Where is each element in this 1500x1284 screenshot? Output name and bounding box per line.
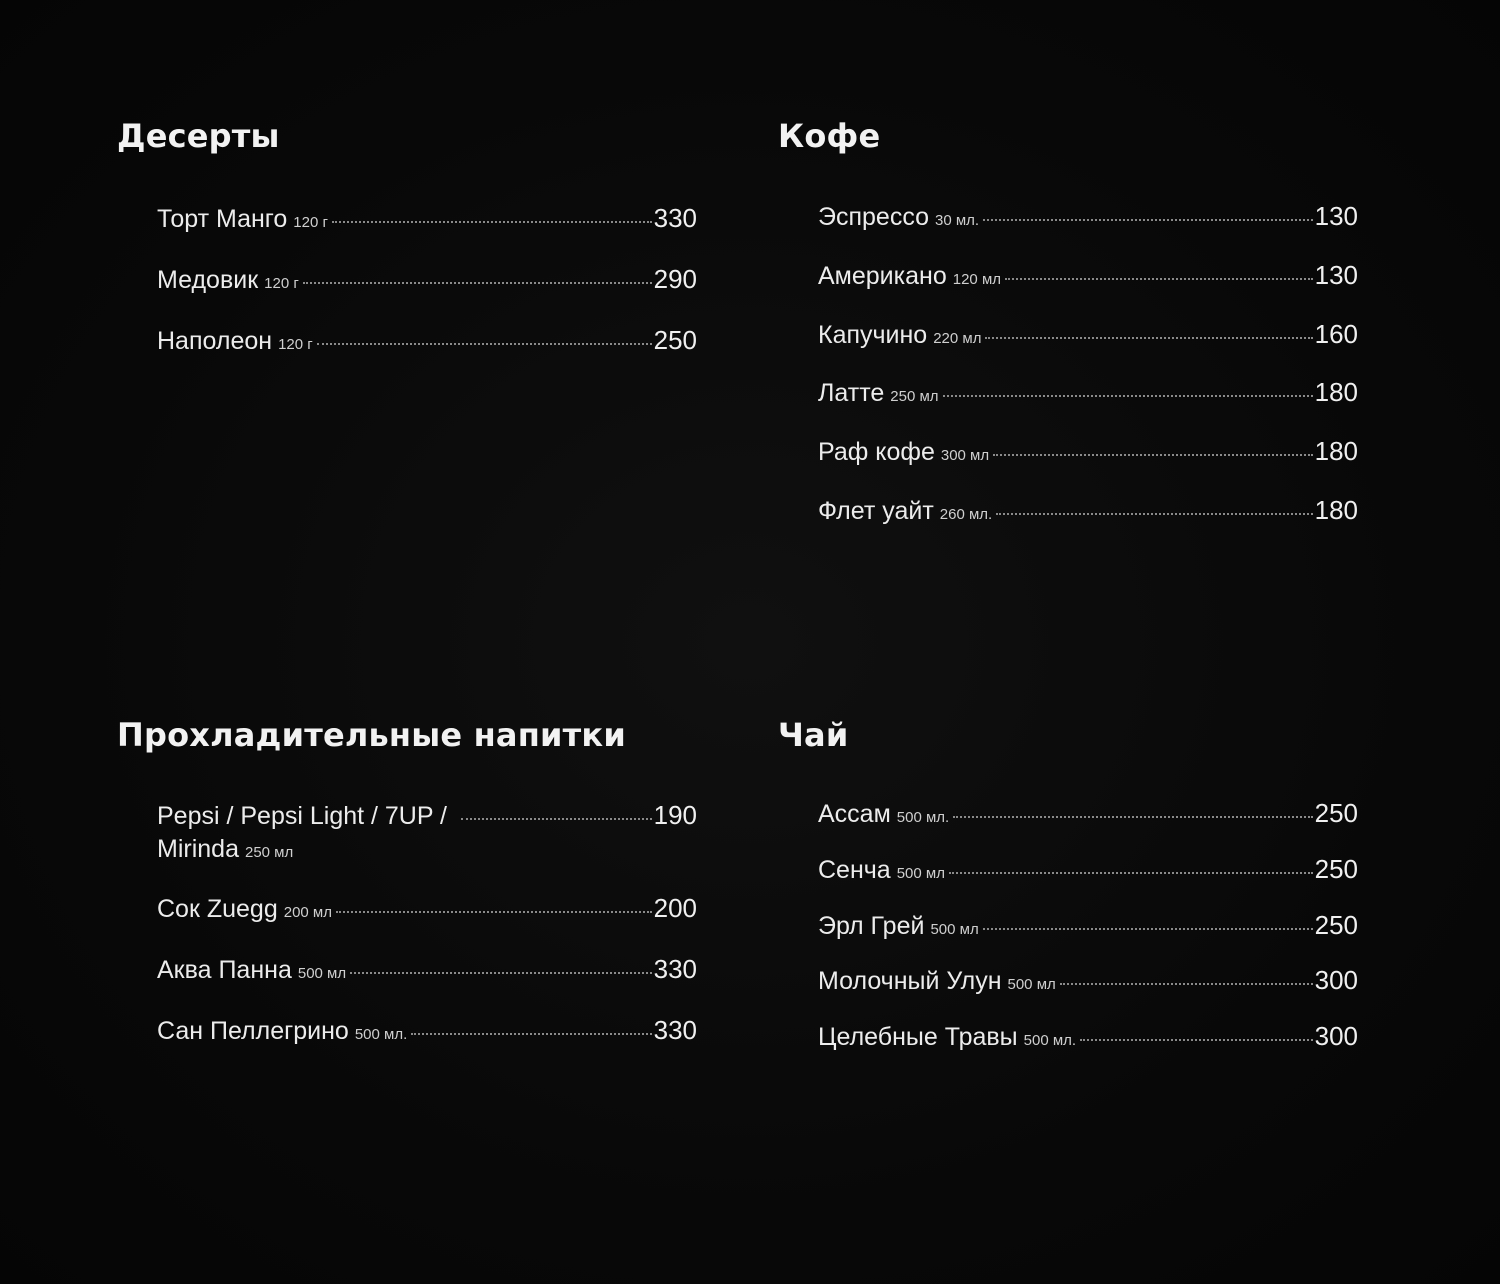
dot-leader [336, 911, 652, 913]
item-name: Торт Манго [157, 205, 288, 233]
dot-leader [1080, 1039, 1313, 1041]
item-name: Сан Пеллегрино [157, 1016, 349, 1045]
item-name: Капучино [818, 320, 928, 349]
tea-section [778, 716, 1358, 1076]
tea-title: Чай [778, 716, 849, 754]
dot-leader [996, 513, 1312, 515]
item-name: Сенча [818, 855, 891, 884]
item-price: 290 [653, 263, 697, 294]
item-name: Эспрессо [818, 203, 929, 231]
item-volume: 120 г [293, 214, 328, 231]
item-name: Целебные Травы [818, 1023, 1018, 1052]
desserts-title: Десерты [117, 117, 280, 155]
menu-item [157, 202, 697, 236]
item-name: Медовик [157, 265, 259, 294]
menu-item [818, 1020, 1358, 1054]
coffee-title: Кофе [778, 117, 881, 155]
item-name: Аква Панна [157, 955, 292, 984]
item-price: 180 [1314, 494, 1358, 525]
dot-leader [1060, 983, 1313, 985]
item-price: 250 [1314, 853, 1358, 884]
item-volume: 120 г [278, 335, 313, 353]
dot-leader [411, 1033, 651, 1035]
item-price: 250 [653, 324, 697, 355]
item-price: 160 [1314, 318, 1358, 349]
item-name: Ассам [818, 800, 891, 828]
menu-item [157, 799, 697, 865]
item-volume: 300 мл [940, 447, 990, 465]
item-price: 300 [1314, 1021, 1358, 1052]
item-volume: 500 мл. [354, 1025, 408, 1043]
dot-leader [993, 454, 1312, 456]
item-price: 200 [653, 893, 697, 923]
soft-drinks-section [117, 716, 697, 1074]
item-volume: 500 мл [1007, 976, 1056, 994]
dot-leader [332, 221, 652, 223]
item-volume: 250 мл [244, 843, 294, 861]
item-price: 130 [1314, 259, 1358, 290]
item-price: 330 [653, 203, 697, 233]
menu-item [818, 909, 1358, 943]
dot-leader [1005, 278, 1313, 280]
item-price: 180 [1314, 436, 1358, 467]
dot-leader [350, 972, 651, 974]
menu-item [157, 263, 697, 297]
dot-leader [303, 282, 652, 284]
dot-leader [943, 395, 1313, 397]
item-volume: 250 мл [890, 388, 939, 406]
menu-item [818, 797, 1358, 831]
coffee-list [778, 200, 1358, 528]
item-price: 130 [1314, 201, 1358, 231]
item-volume: 500 мл. [1023, 1032, 1077, 1050]
dot-leader [461, 818, 652, 820]
item-price: 330 [653, 953, 697, 984]
dot-leader [317, 343, 652, 345]
item-name: Раф кофе [818, 438, 935, 467]
item-volume: 120 мл [952, 270, 1002, 288]
menu-item [157, 892, 697, 926]
soft-drinks-list [117, 799, 697, 1047]
item-name: Pepsi / Pepsi Light / 7UP / Mirinda [157, 802, 447, 863]
dot-leader [953, 816, 1312, 818]
menu-item [818, 318, 1358, 352]
item-volume: 260 мл. [939, 505, 993, 523]
item-price: 300 [1314, 965, 1358, 996]
menu-item [157, 324, 697, 358]
item-volume: 120 г [264, 274, 299, 292]
item-volume: 500 мл [896, 864, 945, 882]
item-volume: 220 мл [933, 329, 982, 347]
item-name: Наполеон [157, 326, 273, 355]
item-name: Американо [818, 261, 947, 290]
menu-item [818, 200, 1358, 234]
dot-leader [949, 872, 1313, 874]
menu-item [818, 494, 1358, 528]
item-price: 250 [1314, 909, 1358, 940]
coffee-section [778, 117, 1358, 553]
menu-item [818, 376, 1358, 410]
menu-item [818, 853, 1358, 887]
menu-item [818, 964, 1358, 998]
menu-item [818, 435, 1358, 469]
desserts-list [117, 202, 697, 357]
item-name: Эрл Грей [818, 911, 925, 940]
item-price: 330 [653, 1014, 697, 1045]
menu-item [157, 953, 697, 987]
item-volume: 500 мл. [896, 809, 950, 826]
dot-leader [985, 337, 1312, 339]
menu-item [157, 1014, 697, 1048]
item-volume: 500 мл [297, 964, 347, 982]
soft-drinks-title: Прохладительные напитки [117, 716, 626, 754]
item-price: 190 [653, 800, 697, 830]
item-name: Молочный Улун [818, 967, 1002, 996]
item-name: Сок Zuegg [157, 895, 278, 923]
item-price: 180 [1314, 377, 1358, 408]
tea-list [778, 797, 1358, 1054]
item-volume: 500 мл [930, 920, 979, 938]
menu-item [818, 259, 1358, 293]
dot-leader [983, 219, 1313, 221]
dot-leader [983, 928, 1313, 930]
item-volume: 30 мл. [935, 212, 980, 229]
item-name: Флет уайт [818, 496, 934, 525]
item-name: Латте [818, 379, 885, 408]
item-volume: 200 мл [283, 904, 332, 921]
desserts-section [117, 117, 697, 384]
item-price: 250 [1314, 798, 1358, 828]
